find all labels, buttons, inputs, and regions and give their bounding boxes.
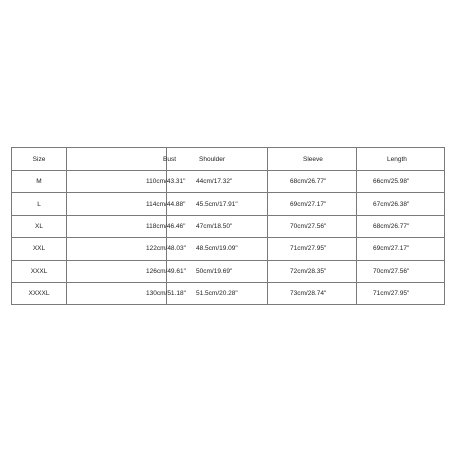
table-row	[12, 260, 445, 282]
cell-size: XXXXL	[12, 282, 67, 304]
header-length: Length	[357, 148, 445, 171]
table-row	[12, 193, 445, 215]
cell-shoulder: 48.5cm/19.09"	[167, 238, 268, 260]
header-row	[12, 148, 445, 171]
cell-size: XXL	[12, 238, 67, 260]
cell-sleeve: 69cm/27.17"	[268, 193, 357, 215]
cell-length: 67cm/26.38"	[357, 193, 445, 215]
table-row	[12, 171, 445, 193]
cell-sleeve: 71cm/27.95"	[268, 238, 357, 260]
size-chart-header	[12, 148, 445, 171]
cell-size: XXXL	[12, 260, 67, 282]
cell-bust: 110cm/43.31"	[67, 171, 167, 193]
cell-length: 70cm/27.56"	[357, 260, 445, 282]
header-sleeve: Sleeve	[268, 148, 357, 171]
cell-size: XL	[12, 215, 67, 237]
header-bust: Bust	[67, 148, 167, 171]
cell-bust: 126cm/49.61"	[67, 260, 167, 282]
cell-sleeve: 73cm/28.74"	[268, 282, 357, 304]
table-row	[12, 282, 445, 304]
cell-bust: 114cm/44.88"	[67, 193, 167, 215]
header-shoulder: Shoulder	[167, 148, 268, 171]
cell-shoulder: 50cm/19.69"	[167, 260, 268, 282]
cell-sleeve: 68cm/26.77"	[268, 171, 357, 193]
cell-shoulder: 47cm/18.50"	[167, 215, 268, 237]
cell-bust: 118cm/46.46"	[67, 215, 167, 237]
cell-bust: 122cm/48.03"	[67, 238, 167, 260]
cell-size: M	[12, 171, 67, 193]
cell-length: 68cm/26.77"	[357, 215, 445, 237]
cell-length: 69cm/27.17"	[357, 238, 445, 260]
cell-size: L	[12, 193, 67, 215]
cell-length: 71cm/27.95"	[357, 282, 445, 304]
cell-length: 66cm/25.98"	[357, 171, 445, 193]
cell-shoulder: 45.5cm/17.91"	[167, 193, 268, 215]
size-chart-body	[12, 171, 445, 305]
cell-sleeve: 72cm/28.35"	[268, 260, 357, 282]
cell-shoulder: 44cm/17.32"	[167, 171, 268, 193]
header-size: Size	[12, 148, 67, 171]
table-row	[12, 238, 445, 260]
cell-sleeve: 70cm/27.56"	[268, 215, 357, 237]
cell-shoulder: 51.5cm/20.28"	[167, 282, 268, 304]
size-chart-table	[11, 147, 445, 305]
cell-bust: 130cm/51.18"	[67, 282, 167, 304]
table-row	[12, 215, 445, 237]
